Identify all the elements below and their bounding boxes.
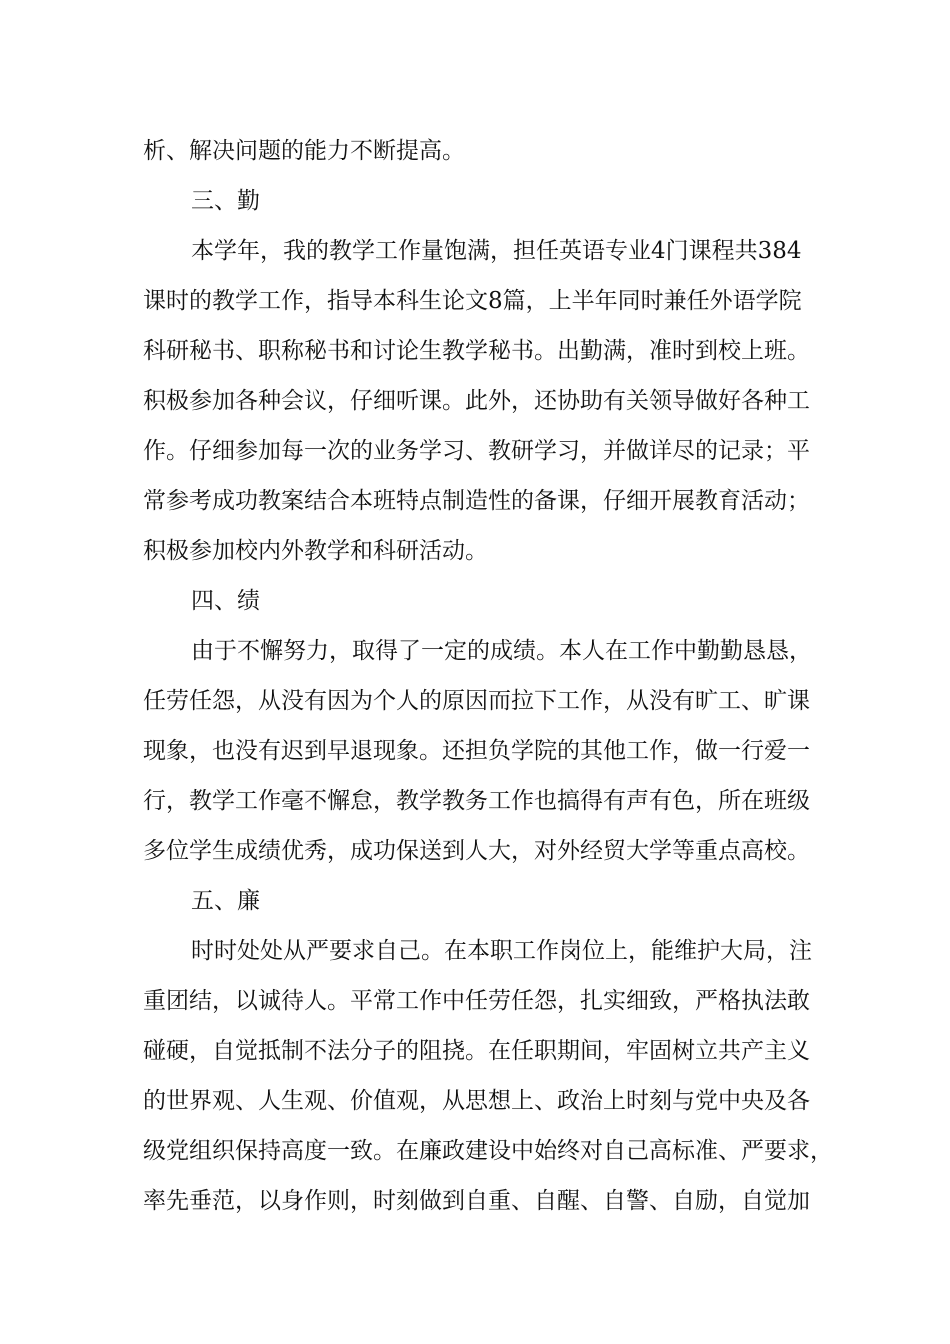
paragraph-line: 课时的教学工作，指导本科生论文8篇，上半年同时兼任外语学院 (143, 288, 802, 314)
paragraph-line: 本学年，我的教学工作量饱满，担任英语专业4门课程共384 (191, 238, 802, 264)
section-heading-ji: 四、绩 (191, 588, 260, 614)
paragraph-line: 作。仔细参加每一次的业务学习、教研学习，并做详尽的记录；平 (143, 438, 810, 464)
section-heading-lian: 五、廉 (191, 888, 260, 914)
paragraph-line: 析、解决问题的能力不断提高。 (143, 138, 465, 164)
paragraph-line: 多位学生成绩优秀，成功保送到人大，对外经贸大学等重点高校。 (143, 838, 810, 864)
paragraph-line: 积极参加校内外教学和科研活动。 (143, 538, 488, 564)
paragraph-line: 现象，也没有迟到早退现象。还担负学院的其他工作，做一行爱一 (143, 738, 810, 764)
paragraph-line: 率先垂范，以身作则，时刻做到自重、自醒、自警、自励，自觉加 (143, 1188, 810, 1214)
paragraph-line: 由于不懈努力，取得了一定的成绩。本人在工作中勤勤恳恳， (191, 638, 812, 664)
paragraph-line: 积极参加各种会议，仔细听课。此外，还协助有关领导做好各种工 (143, 388, 810, 414)
paragraph-line: 的世界观、人生观、价值观，从思想上、政治上时刻与党中央及各 (143, 1088, 810, 1114)
paragraph-line: 常参考成功教案结合本班特点制造性的备课，仔细开展教育活动； (143, 488, 810, 514)
section-heading-qin: 三、勤 (191, 188, 260, 214)
paragraph-line: 级党组织保持高度一致。在廉政建设中始终对自己高标准、严要求， (143, 1138, 833, 1164)
paragraph-line: 重团结，以诚待人。平常工作中任劳任怨，扎实细致，严格执法敢 (143, 988, 810, 1014)
paragraph-line: 时时处处从严要求自己。在本职工作岗位上，能维护大局，注 (191, 938, 812, 964)
paragraph-line: 科研秘书、职称秘书和讨论生教学秘书。出勤满，准时到校上班。 (143, 338, 810, 364)
paragraph-line: 行，教学工作毫不懈怠，教学教务工作也搞得有声有色，所在班级 (143, 788, 810, 814)
paragraph-line: 碰硬，自觉抵制不法分子的阻挠。在任职期间，牢固树立共产主义 (143, 1038, 810, 1064)
paragraph-line: 任劳任怨，从没有因为个人的原因而拉下工作，从没有旷工、旷课 (143, 688, 810, 714)
